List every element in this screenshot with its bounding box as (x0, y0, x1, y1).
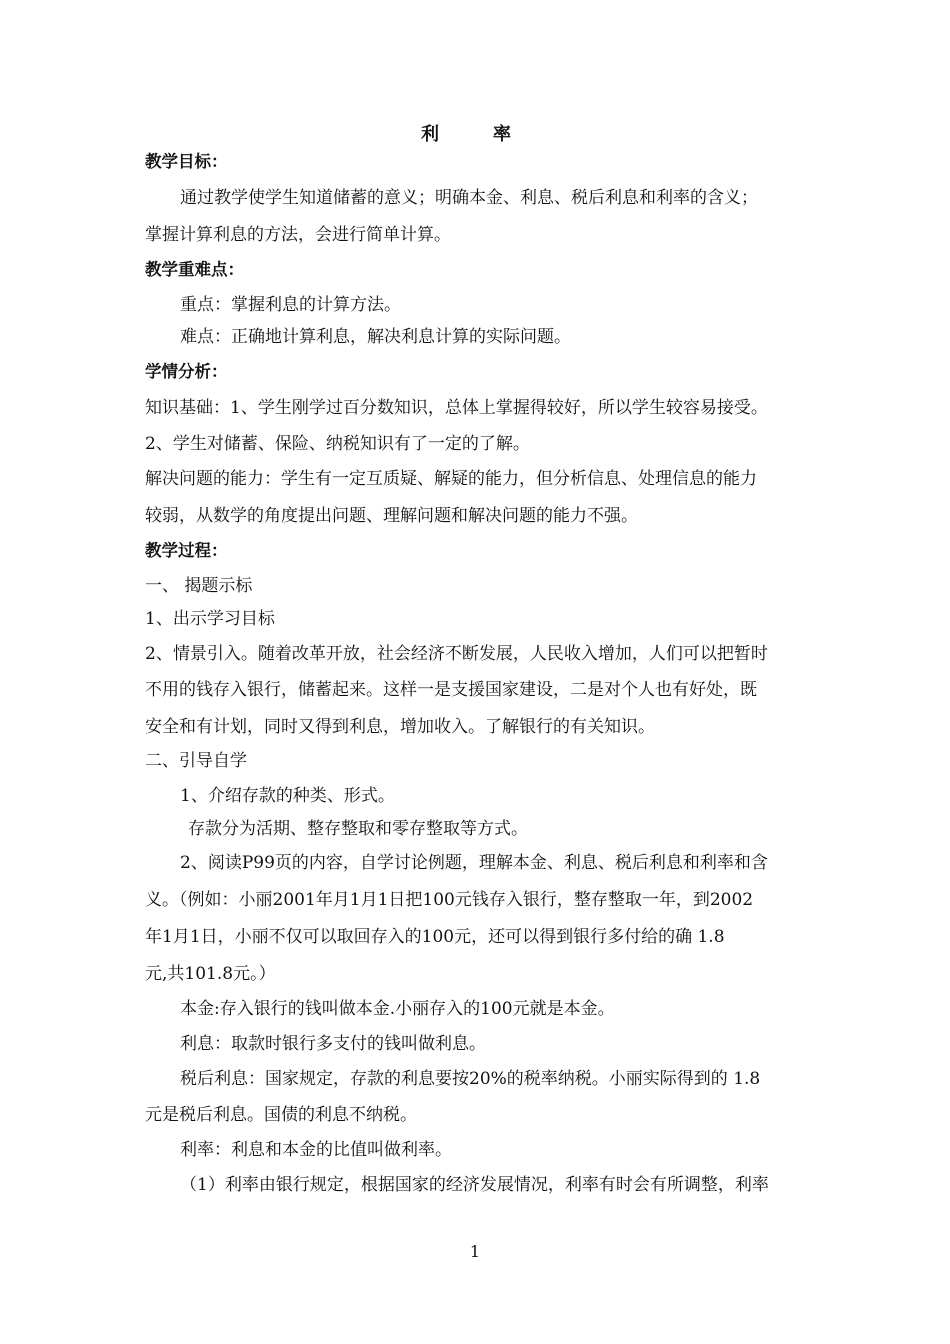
paragraph-line: 2、学生对储蓄、保险、纳税知识有了一定的了解。 (145, 434, 530, 454)
paragraph-line: 义。（例如：小丽2001年月1月1日把100元钱存入银行，整存整取一年，到2002 (145, 890, 754, 910)
paragraph-line: 通过教学使学生知道储蓄的意义；明确本金、利息、税后利息和利率的含义； (180, 188, 758, 208)
paragraph-line: 一、 揭题示标 (145, 576, 253, 596)
paragraph-line: 掌握计算利息的方法，会进行简单计算。 (145, 225, 451, 245)
heading-teaching-goals: 教学目标： (145, 152, 228, 171)
paragraph-line: 重点：掌握利息的计算方法。 (180, 295, 401, 315)
paragraph-line: 元是税后利息。国债的利息不纳税。 (145, 1105, 417, 1125)
paragraph-line: 元,共101.8元。） (145, 964, 276, 984)
paragraph-line: 利率：利息和本金的比值叫做利率。 (180, 1140, 452, 1160)
page-number: 1 (469, 1242, 481, 1261)
heading-process: 教学过程： (145, 541, 228, 560)
paragraph-line: 难点：正确地计算利息，解决利息计算的实际问题。 (180, 327, 571, 347)
paragraph-line: 安全和有计划，同时又得到利息，增加收入。了解银行的有关知识。 (145, 717, 655, 737)
paragraph-line: 税后利息：国家规定，存款的利息要按20%的税率纳税。小丽实际得到的 1.8 (180, 1069, 761, 1089)
paragraph-line: 2、阅读P99页的内容，自学讨论例题，理解本金、利息、税后利息和利率和含 (180, 853, 768, 873)
paragraph-line: 利息：取款时银行多支付的钱叫做利息。 (180, 1034, 486, 1054)
paragraph-line: 存款分为活期、整存整取和零存整取等方式。 (188, 819, 528, 839)
heading-key-points: 教学重难点： (145, 260, 244, 279)
paragraph-line: 2、情景引入。随着改革开放，社会经济不断发展，人民收入增加，人们可以把暂时 (145, 644, 768, 664)
paragraph-line: 较弱，从数学的角度提出问题、理解问题和解决问题的能力不强。 (145, 506, 638, 526)
paragraph-line: 1、介绍存款的种类、形式。 (180, 786, 395, 806)
heading-analysis: 学情分析： (145, 362, 228, 381)
paragraph-line: 二、引导自学 (145, 751, 247, 771)
paragraph-line: 解决问题的能力：学生有一定互质疑、解疑的能力，但分析信息、处理信息的能力 (145, 469, 757, 489)
paragraph-line: 不用的钱存入银行，储蓄起来。这样一是支援国家建设，二是对个人也有好处，既 (145, 680, 757, 700)
document-title: 利 率 (421, 124, 529, 145)
paragraph-line: （1）利率由银行规定，根据国家的经济发展情况，利率有时会有所调整，利率 (180, 1175, 769, 1195)
paragraph-line: 本金:存入银行的钱叫做本金.小丽存入的100元就是本金。 (180, 999, 615, 1019)
paragraph-line: 年1月1日，小丽不仅可以取回存入的100元，还可以得到银行多付给的确 1.8 (145, 927, 725, 947)
paragraph-line: 1、出示学习目标 (145, 609, 275, 629)
paragraph-line: 知识基础：1、学生刚学过百分数知识，总体上掌握得较好，所以学生较容易接受。 (145, 398, 768, 418)
